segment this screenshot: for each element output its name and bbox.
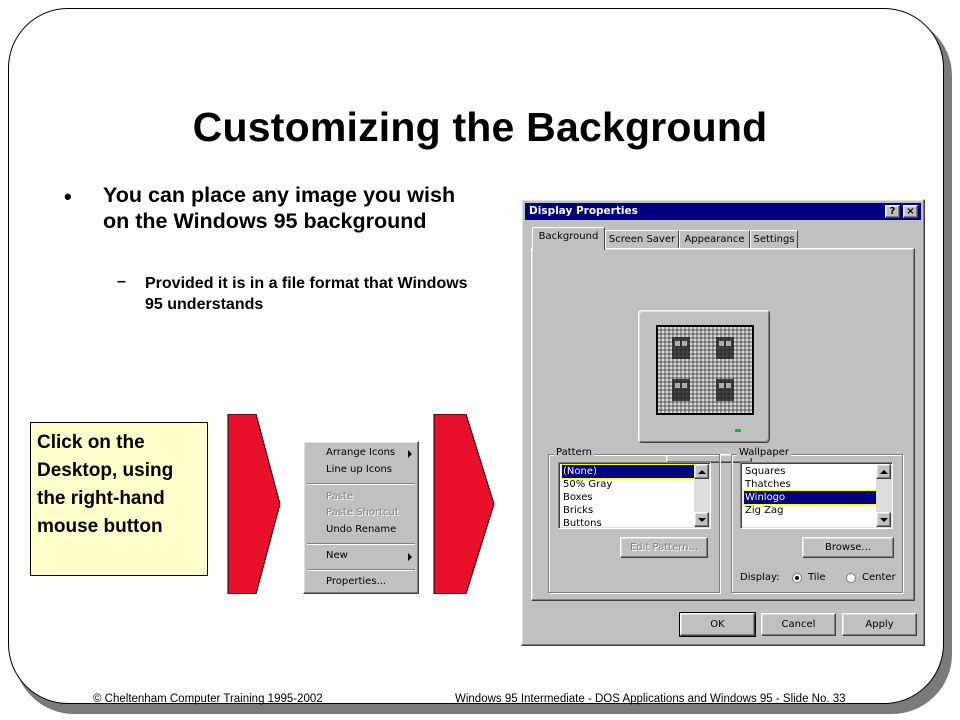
footer-copyright: © Cheltenham Computer Training 1995-2002: [93, 693, 323, 705]
right-arrow-icon: [226, 414, 282, 594]
wallpaper-scrollbar[interactable]: [876, 464, 891, 527]
help-button[interactable]: ?: [885, 205, 900, 218]
menu-item-paste[interactable]: Paste: [326, 491, 353, 502]
display-label: Display:: [740, 572, 780, 583]
list-item[interactable]: (None): [562, 465, 696, 478]
sub-bullet-marker: –: [117, 273, 126, 290]
list-item[interactable]: Buttons: [563, 518, 602, 529]
list-item[interactable]: Bricks: [563, 505, 594, 516]
bullet-marker: •: [64, 184, 72, 209]
tab-screen-saver[interactable]: Screen Saver: [605, 230, 679, 249]
menu-item-paste-shortcut[interactable]: Paste Shortcut: [326, 507, 399, 518]
edit-pattern-button[interactable]: Edit Pattern...: [620, 537, 708, 558]
radio-selected-dot: [795, 576, 799, 580]
monitor-preview: [638, 310, 770, 443]
list-item[interactable]: Zig Zag: [745, 505, 784, 516]
scroll-up-arrow-icon: [698, 470, 706, 474]
apply-button[interactable]: Apply: [842, 613, 917, 636]
menu-item-undo-rename[interactable]: Undo Rename: [326, 524, 397, 535]
menu-separator: [307, 543, 415, 545]
close-button[interactable]: ×: [903, 205, 918, 218]
scroll-down-arrow-icon: [698, 518, 706, 522]
wallpaper-label: Wallpaper: [739, 447, 790, 458]
scroll-down-button[interactable]: [694, 512, 709, 527]
slide-title: Customizing the Background: [192, 104, 768, 150]
scroll-up-button[interactable]: [876, 464, 891, 479]
wallpaper-preview-screen: [656, 325, 754, 415]
scroll-down-arrow-icon: [880, 518, 888, 522]
list-item[interactable]: Boxes: [563, 492, 593, 503]
wallpaper-listbox[interactable]: [740, 462, 893, 529]
tab-background[interactable]: Background: [532, 227, 605, 250]
tab-appearance[interactable]: Appearance: [679, 230, 750, 249]
dialog-title: Display Properties: [529, 205, 638, 217]
display-center-radio[interactable]: [846, 573, 856, 583]
menu-separator: [307, 569, 415, 571]
scroll-up-button[interactable]: [694, 464, 709, 479]
power-led-icon: [735, 429, 741, 432]
list-item[interactable]: 50% Gray: [563, 479, 613, 490]
list-item[interactable]: Winlogo: [744, 491, 878, 504]
dialog-titlebar[interactable]: [525, 203, 921, 220]
list-item[interactable]: Thatches: [745, 479, 791, 490]
display-tile-label[interactable]: Tile: [808, 572, 826, 583]
menu-item-line-up-icons[interactable]: Line up Icons: [326, 464, 392, 475]
display-properties-dialog: [521, 199, 925, 646]
pattern-label: Pattern: [556, 447, 592, 458]
list-item[interactable]: Squares: [745, 466, 786, 477]
scroll-down-button[interactable]: [876, 512, 891, 527]
display-tile-radio[interactable]: [792, 573, 802, 583]
menu-item-arrange-icons[interactable]: Arrange Icons: [326, 447, 396, 458]
cancel-button[interactable]: Cancel: [761, 613, 836, 636]
sub-bullet-text: Provided it is in a file format that Windows 95 understands: [145, 275, 468, 313]
browse-button[interactable]: Browse...: [802, 537, 894, 558]
menu-separator: [307, 483, 415, 485]
tab-settings[interactable]: Settings: [750, 230, 798, 249]
menu-item-new[interactable]: New: [326, 550, 348, 561]
tab-panel-background: [531, 248, 915, 601]
right-arrow-icon: [432, 414, 496, 594]
display-center-label[interactable]: Center: [862, 572, 896, 583]
pattern-scrollbar[interactable]: [694, 464, 709, 527]
desktop-context-menu: [303, 441, 419, 594]
submenu-arrow-icon: [408, 450, 412, 458]
ok-button[interactable]: OK: [680, 613, 755, 636]
pattern-listbox[interactable]: [558, 462, 711, 529]
scroll-up-arrow-icon: [880, 470, 888, 474]
menu-item-properties[interactable]: Properties...: [326, 576, 387, 587]
bullet-text: You can place any image you wish on the Windows 95 background: [103, 183, 456, 233]
submenu-arrow-icon: [408, 553, 412, 561]
winlogo-wallpaper-preview: [658, 327, 752, 413]
callout-box: Click on the Desktop, using the right-hand mouse button: [30, 422, 208, 576]
footer-slide-info: Windows 95 Intermediate - DOS Applications and Windows 95 - Slide No. 33: [455, 693, 846, 705]
